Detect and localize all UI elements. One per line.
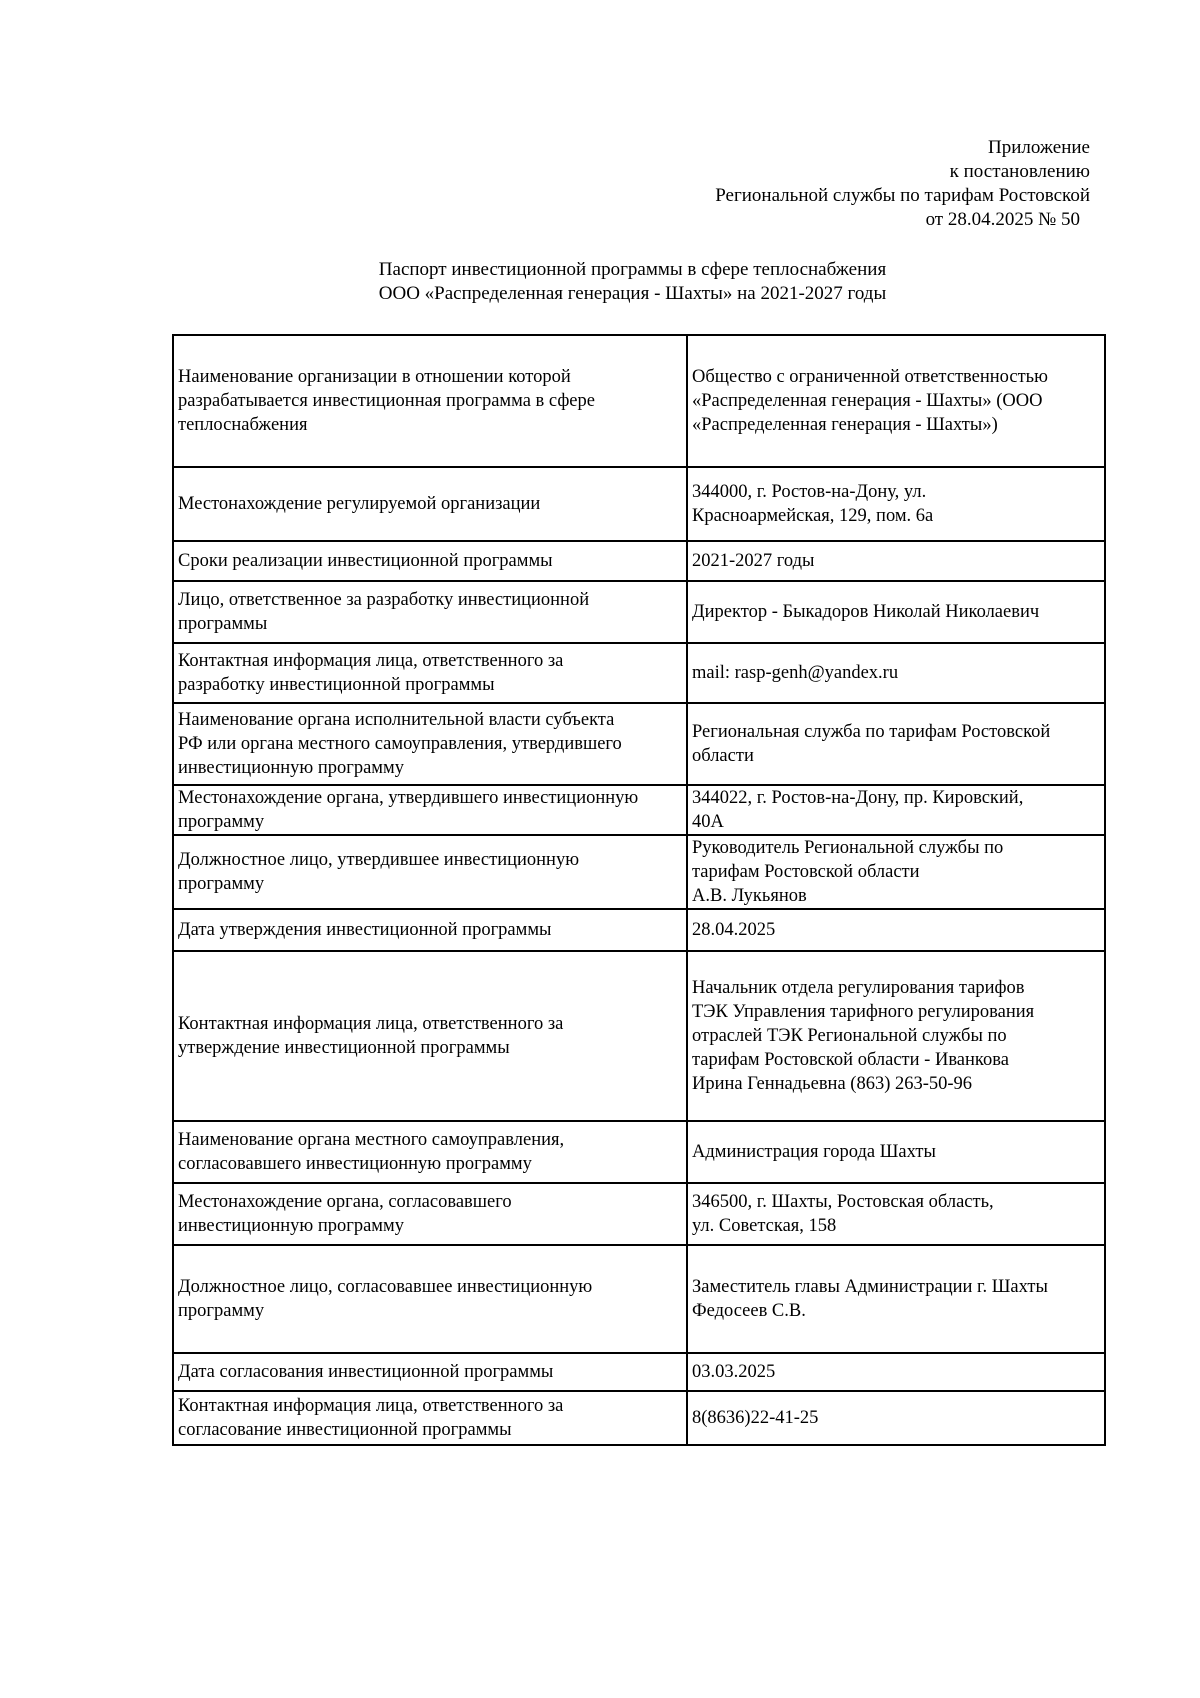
row-label [173, 1183, 687, 1245]
row-label-line: Лицо, ответственное за разработку инвестиционной [178, 590, 590, 610]
table-row [173, 951, 1105, 1121]
table-row [173, 335, 1105, 467]
row-label-line: Наименование органа местного самоуправления, [178, 1130, 565, 1150]
row-value-line: Федосеев С.В. [692, 1301, 806, 1321]
row-label [173, 703, 687, 785]
table-row [173, 467, 1105, 541]
row-value [687, 835, 1105, 909]
row-value-line: 344022, г. Ростов-на-Дону, пр. Кировский, [692, 788, 1024, 808]
row-label [173, 951, 687, 1121]
row-value [687, 335, 1105, 467]
row-label-line: Должностное лицо, согласовавшее инвестиционную [178, 1277, 593, 1297]
row-value-line: ул. Советская, 158 [692, 1216, 837, 1236]
row-value-line: Администрация города Шахты [692, 1142, 936, 1162]
appendix-line: к постановлению [949, 161, 1090, 182]
row-value [687, 785, 1105, 835]
row-label-line: Наименование организации в отношении которой [178, 367, 571, 387]
row-label-line: Местонахождение органа, согласовавшего [178, 1192, 512, 1212]
row-label [173, 1391, 687, 1445]
table-row [173, 581, 1105, 643]
row-label [173, 467, 687, 541]
row-value-line: тарифам Ростовской области - Иванкова [692, 1050, 1009, 1070]
row-label-line: теплоснабжения [178, 415, 308, 435]
appendix-header [715, 136, 1090, 232]
row-label-line: Дата согласования инвестиционной программы [178, 1362, 554, 1382]
row-value [687, 581, 1105, 643]
row-value [687, 909, 1105, 951]
row-label-line: Контактная информация лица, ответственного за [178, 1396, 564, 1416]
row-label-line: Дата утверждения инвестиционной программы [178, 920, 552, 940]
title-line: Паспорт инвестиционной программы в сфере теплоснабжения [378, 259, 887, 280]
row-value [687, 1353, 1105, 1391]
row-value-line: тарифам Ростовской области [692, 862, 920, 882]
row-label-line: Контактная информация лица, ответственного за [178, 1014, 564, 1034]
row-value-line: 346500, г. Шахты, Ростовская область, [692, 1192, 994, 1212]
table-row [173, 1245, 1105, 1353]
row-value [687, 467, 1105, 541]
row-value-line: Директор - Быкадоров Николай Николаевич [692, 602, 1040, 622]
row-value-line: 344000, г. Ростов-на-Дону, ул. [692, 482, 927, 502]
row-value [687, 1245, 1105, 1353]
row-label [173, 785, 687, 835]
row-value-line: Общество с ограниченной ответственностью [692, 367, 1048, 387]
row-value [687, 1121, 1105, 1183]
row-value [687, 951, 1105, 1121]
table-row [173, 643, 1105, 703]
row-label [173, 541, 687, 581]
row-value-line: 03.03.2025 [692, 1362, 776, 1382]
row-label [173, 1245, 687, 1353]
row-label-line: разрабатывается инвестиционная программа в сфере [178, 391, 595, 411]
row-label-line: программу [178, 1301, 265, 1321]
table-row [173, 909, 1105, 951]
row-value-line: Руководитель Региональной службы по [692, 838, 1004, 858]
table-row [173, 703, 1105, 785]
row-label-line: Местонахождение регулируемой организации [178, 494, 541, 514]
row-value-line: ТЭК Управления тарифного регулирования [692, 1002, 1035, 1022]
row-label-line: РФ или органа местного самоуправления, утвердившего [178, 734, 622, 754]
row-value-line: Региональная служба по тарифам Ростовской [692, 722, 1051, 742]
row-value [687, 1391, 1105, 1445]
row-value-line: Начальник отдела регулирования тарифов [692, 978, 1025, 998]
row-label-line: программу [178, 812, 265, 832]
row-label [173, 643, 687, 703]
appendix-line: Региональной службы по тарифам Ростовской [715, 185, 1090, 206]
appendix-line: Приложение [988, 137, 1090, 158]
row-label-line: Сроки реализации инвестиционной программы [178, 551, 553, 571]
row-value-line: 28.04.2025 [692, 920, 776, 940]
row-value-line: отраслей ТЭК Региональной службы по [692, 1026, 1007, 1046]
row-value-line: Красноармейская, 129, пом. 6а [692, 506, 934, 526]
row-label-line: Должностное лицо, утвердившее инвестиционную [178, 850, 580, 870]
row-label-line: утверждение инвестиционной программы [178, 1038, 510, 1058]
row-label-line: программу [178, 874, 265, 894]
row-value-line: «Распределенная генерация - Шахты») [692, 415, 998, 435]
row-label-line: инвестиционную программу [178, 1216, 404, 1236]
table-row [173, 1121, 1105, 1183]
table-row [173, 785, 1105, 835]
document-title [0, 258, 1200, 306]
row-label-line: Контактная информация лица, ответственного за [178, 651, 564, 671]
row-value-line: 2021-2027 годы [692, 551, 815, 571]
row-label [173, 1121, 687, 1183]
row-value-line: Ирина Геннадьевна (863) 263-50-96 [692, 1074, 973, 1094]
row-value-line: 40А [692, 812, 724, 832]
row-value [687, 703, 1105, 785]
row-label-line: согласование инвестиционной программы [178, 1420, 512, 1440]
row-value-line: А.В. Лукьянов [692, 886, 807, 906]
row-label [173, 1353, 687, 1391]
row-value-line: области [692, 746, 754, 766]
row-value-line: 8(8636)22-41-25 [692, 1408, 819, 1428]
row-value [687, 541, 1105, 581]
table-row [173, 835, 1105, 909]
table-row [173, 1391, 1105, 1445]
row-label [173, 335, 687, 467]
row-value [687, 1183, 1105, 1245]
row-label-line: Наименование органа исполнительной власти субъекта [178, 710, 615, 730]
row-label [173, 835, 687, 909]
table-row [173, 541, 1105, 581]
row-label-line: Местонахождение органа, утвердившего инвестиционную [178, 788, 639, 808]
row-label-line: согласовавшего инвестиционную программу [178, 1154, 532, 1174]
row-label-line: разработку инвестиционной программы [178, 675, 495, 695]
passport-table [172, 334, 1106, 1446]
row-label-line: инвестиционную программу [178, 758, 404, 778]
row-value-line: «Распределенная генерация - Шахты» (ООО [692, 391, 1043, 411]
row-value-line: mail: rasp-genh@yandex.ru [692, 663, 899, 683]
row-label-line: программы [178, 614, 268, 634]
row-value [687, 643, 1105, 703]
row-label [173, 581, 687, 643]
table-row [173, 1183, 1105, 1245]
table-row [173, 1353, 1105, 1391]
row-value-line: Заместитель главы Администрации г. Шахты [692, 1277, 1048, 1297]
row-label [173, 909, 687, 951]
title-line: ООО «Распределенная генерация - Шахты» на 2021-2027 годы [378, 283, 887, 304]
appendix-line: от 28.04.2025 № 50 [925, 209, 1080, 230]
